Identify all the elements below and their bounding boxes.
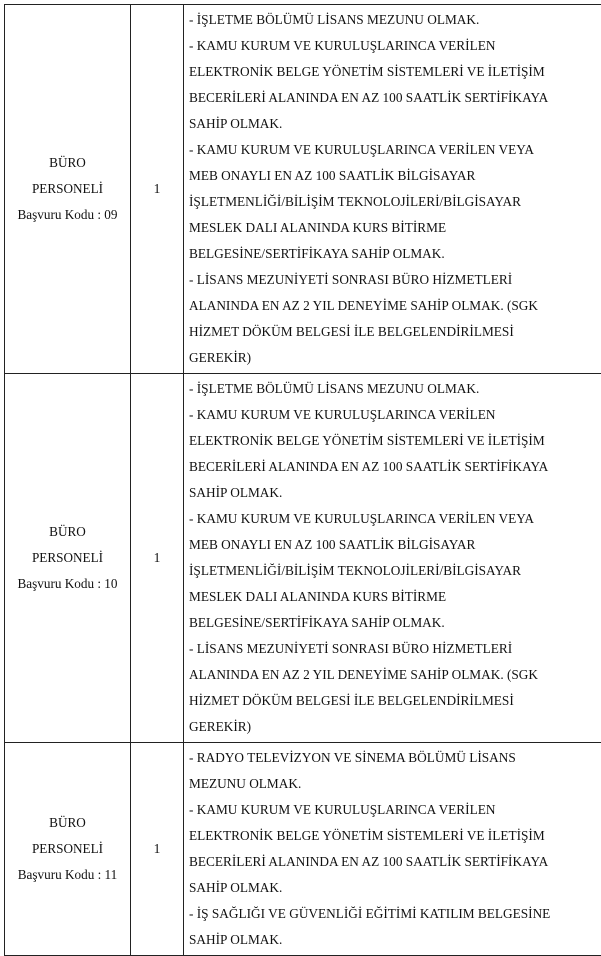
- position-title-line1: BÜRO: [5, 150, 130, 176]
- requirement-line: İŞLETMENLİĞİ/BİLİŞİM TEKNOLOJİLERİ/BİLGİSAYAR: [189, 189, 601, 215]
- requirement-line: BELGESİNE/SERTİFİKAYA SAHİP OLMAK.: [189, 610, 601, 636]
- requirements-cell: [184, 374, 601, 743]
- position-title-line2: PERSONELİ: [5, 836, 130, 862]
- requirement-line: MEB ONAYLI EN AZ 100 SAATLİK BİLGİSAYAR: [189, 532, 601, 558]
- application-code: Başvuru Kodu : 11: [5, 862, 130, 888]
- requirement-line: SAHİP OLMAK.: [189, 875, 601, 901]
- requirement-line: MESLEK DALI ALANINDA KURS BİTİRME: [189, 215, 601, 241]
- requirement-line: - İŞLETME BÖLÜMÜ LİSANS MEZUNU OLMAK.: [189, 376, 601, 402]
- requirements-cell: [184, 743, 601, 956]
- requirement-line: GEREKİR): [189, 345, 601, 371]
- position-cell: [5, 743, 131, 956]
- requirement-line: - İŞLETME BÖLÜMÜ LİSANS MEZUNU OLMAK.: [189, 7, 601, 33]
- requirement-line: ALANINDA EN AZ 2 YIL DENEYİME SAHİP OLMAK. (SGK: [189, 662, 601, 688]
- requirement-line: MEB ONAYLI EN AZ 100 SAATLİK BİLGİSAYAR: [189, 163, 601, 189]
- count-cell: 1: [131, 374, 184, 743]
- requirement-line: BECERİLERİ ALANINDA EN AZ 100 SAATLİK SERTİFİKAYA: [189, 849, 601, 875]
- requirement-line: SAHİP OLMAK.: [189, 927, 601, 953]
- application-code: Başvuru Kodu : 09: [5, 202, 130, 228]
- requirement-line: ALANINDA EN AZ 2 YIL DENEYİME SAHİP OLMAK. (SGK: [189, 293, 601, 319]
- requirement-line: - LİSANS MEZUNİYETİ SONRASI BÜRO HİZMETLERİ: [189, 636, 601, 662]
- requirement-line: HİZMET DÖKÜM BELGESİ İLE BELGELENDİRİLMESİ: [189, 319, 601, 345]
- requirement-line: BELGESİNE/SERTİFİKAYA SAHİP OLMAK.: [189, 241, 601, 267]
- requirement-line: HİZMET DÖKÜM BELGESİ İLE BELGELENDİRİLMESİ: [189, 688, 601, 714]
- application-code: Başvuru Kodu : 10: [5, 571, 130, 597]
- requirement-line: ELEKTRONİK BELGE YÖNETİM SİSTEMLERİ VE İLETİŞİM: [189, 428, 601, 454]
- requirement-line: - KAMU KURUM VE KURULUŞLARINCA VERİLEN VEYA: [189, 137, 601, 163]
- count-cell: 1: [131, 5, 184, 374]
- table-row: [5, 743, 601, 956]
- requirement-line: - KAMU KURUM VE KURULUŞLARINCA VERİLEN: [189, 402, 601, 428]
- requirement-line: SAHİP OLMAK.: [189, 480, 601, 506]
- table-row: [5, 374, 601, 743]
- requirement-line: - İŞ SAĞLIĞI VE GÜVENLİĞİ EĞİTİMİ KATILIM BELGESİNE: [189, 901, 601, 927]
- requirement-line: MESLEK DALI ALANINDA KURS BİTİRME: [189, 584, 601, 610]
- position-cell: [5, 374, 131, 743]
- requirement-line: - LİSANS MEZUNİYETİ SONRASI BÜRO HİZMETLERİ: [189, 267, 601, 293]
- requirement-line: ELEKTRONİK BELGE YÖNETİM SİSTEMLERİ VE İLETİŞİM: [189, 59, 601, 85]
- requirement-line: MEZUNU OLMAK.: [189, 771, 601, 797]
- requirement-line: ELEKTRONİK BELGE YÖNETİM SİSTEMLERİ VE İLETİŞİM: [189, 823, 601, 849]
- requirement-line: GEREKİR): [189, 714, 601, 740]
- position-title-line1: BÜRO: [5, 810, 130, 836]
- requirement-line: İŞLETMENLİĞİ/BİLİŞİM TEKNOLOJİLERİ/BİLGİSAYAR: [189, 558, 601, 584]
- position-cell: [5, 5, 131, 374]
- count-cell: 1: [131, 743, 184, 956]
- requirements-cell: [184, 5, 601, 374]
- position-title-line1: BÜRO: [5, 519, 130, 545]
- requirements-table: [4, 4, 601, 956]
- requirement-line: - RADYO TELEVİZYON VE SİNEMA BÖLÜMÜ LİSANS: [189, 745, 601, 771]
- requirement-line: - KAMU KURUM VE KURULUŞLARINCA VERİLEN VEYA: [189, 506, 601, 532]
- position-title-line2: PERSONELİ: [5, 176, 130, 202]
- requirement-line: BECERİLERİ ALANINDA EN AZ 100 SAATLİK SERTİFİKAYA: [189, 85, 601, 111]
- table-row: [5, 5, 601, 374]
- requirement-line: - KAMU KURUM VE KURULUŞLARINCA VERİLEN: [189, 797, 601, 823]
- requirement-line: - KAMU KURUM VE KURULUŞLARINCA VERİLEN: [189, 33, 601, 59]
- requirement-line: BECERİLERİ ALANINDA EN AZ 100 SAATLİK SERTİFİKAYA: [189, 454, 601, 480]
- position-title-line2: PERSONELİ: [5, 545, 130, 571]
- requirement-line: SAHİP OLMAK.: [189, 111, 601, 137]
